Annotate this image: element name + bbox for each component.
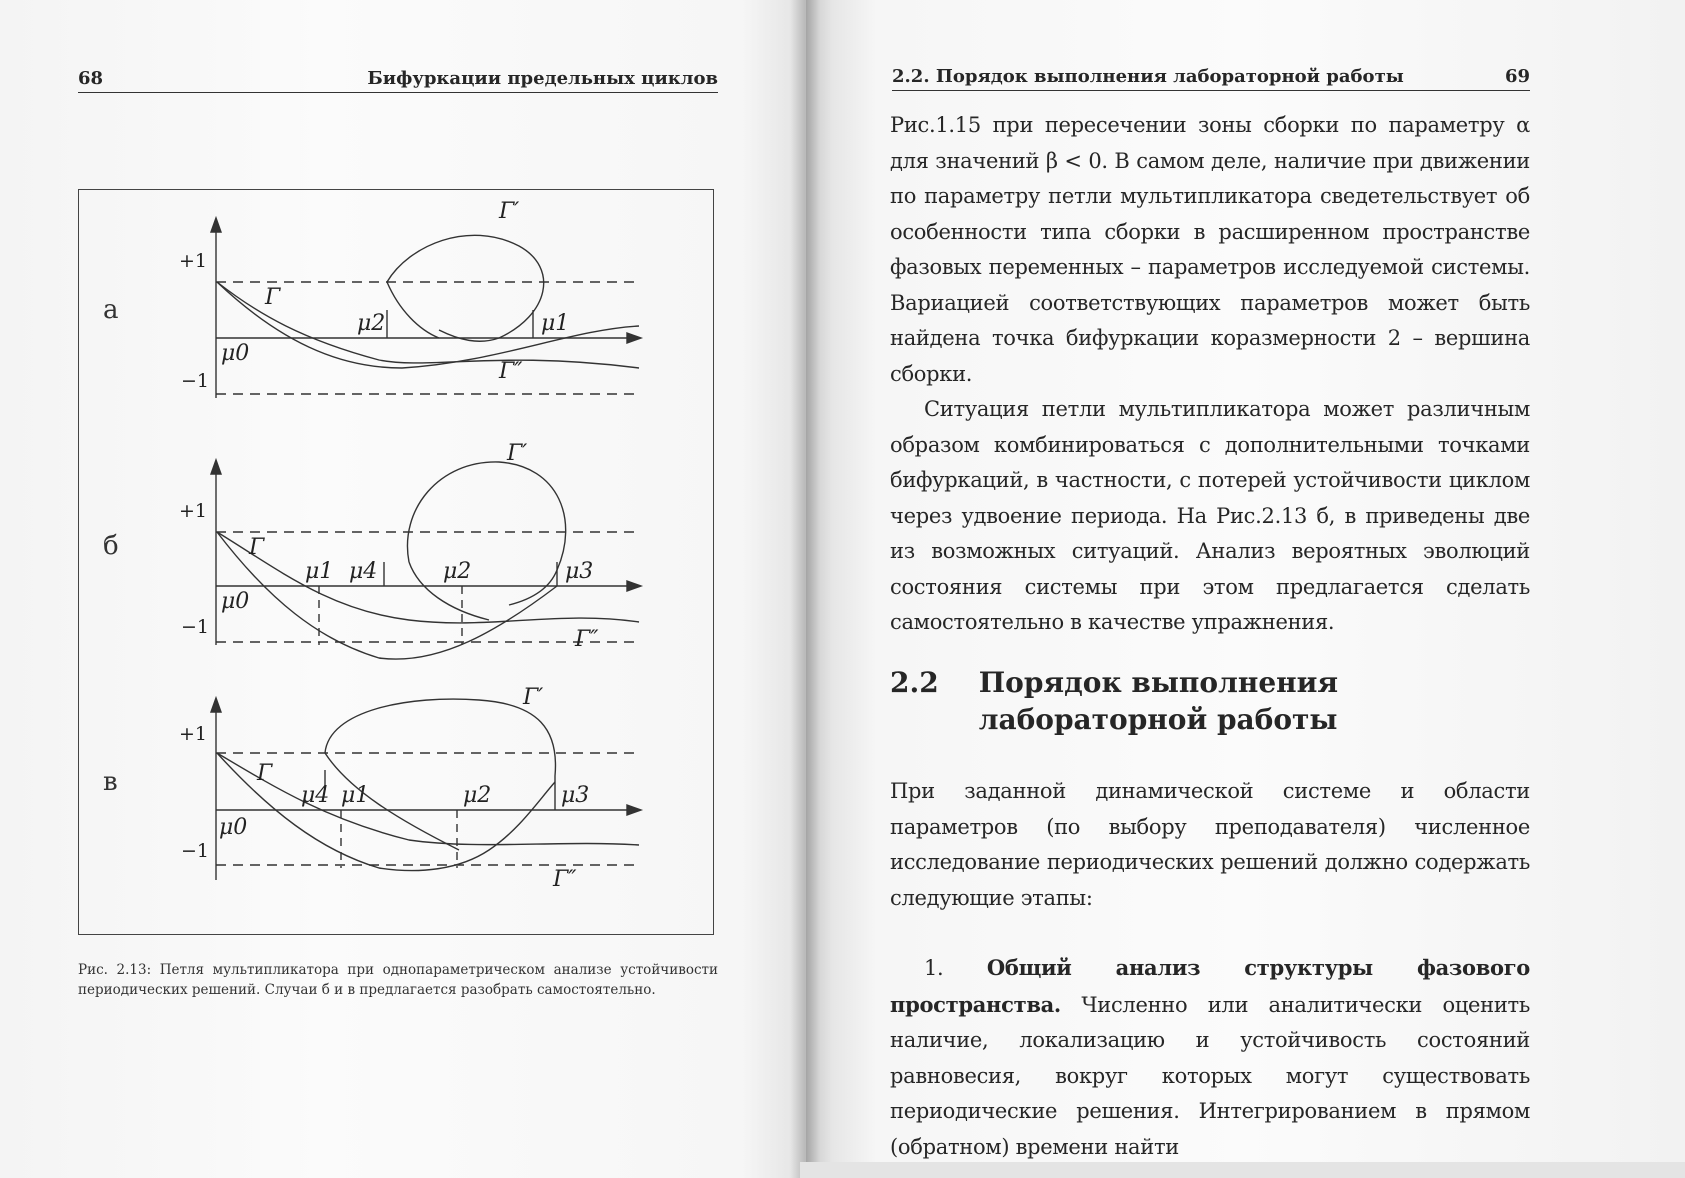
c-mu3: μ3 bbox=[561, 783, 590, 808]
b-mu3: μ3 bbox=[565, 559, 594, 584]
b-gamma-double-prime: Γ″ bbox=[575, 627, 599, 652]
panel-letter-a: а bbox=[103, 295, 119, 325]
left-page bbox=[0, 0, 806, 1178]
c-mu2: μ2 bbox=[463, 783, 492, 808]
left-running-head bbox=[78, 68, 718, 93]
c-gamma: Γ bbox=[257, 761, 273, 786]
panel-letter-c: в bbox=[103, 767, 118, 797]
a-plus-one: +1 bbox=[179, 250, 208, 272]
panel-b-axes bbox=[211, 460, 641, 645]
right-running-title: 2.2. Порядок выполнения лабораторной работы bbox=[892, 66, 1404, 87]
figure-caption: Рис. 2.13: Петля мультипликатора при однопараметрическом анализе устойчивости периодических решений. Случаи б и в предлагается разобрать самостоятельно. bbox=[78, 962, 718, 998]
step-1 bbox=[890, 950, 1530, 1165]
a-mu1: μ1 bbox=[541, 311, 570, 336]
b-mu2: μ2 bbox=[443, 559, 472, 584]
b-mu4: μ4 bbox=[349, 559, 378, 584]
b-gamma: Γ bbox=[249, 535, 265, 560]
a-gamma-prime: Γ′ bbox=[499, 199, 520, 224]
c-gamma-double-prime: Γ″ bbox=[553, 867, 577, 892]
step-number: 1. bbox=[924, 956, 944, 980]
c-minus-one: −1 bbox=[181, 840, 210, 862]
right-body-top bbox=[890, 108, 1530, 641]
paragraph-2: Ситуация петли мультипликатора может различным образом комбинироваться с дополнительными точками бифуркаций, в частности, с потерей устойчивости циклом через удвоение периода. На Рис.2.13 б, в приведены две из возможных ситуаций. Анализ вероятных эволюций состояния системы при этом предлагается сделать самостоятельно в качестве упражнения. bbox=[890, 397, 1530, 634]
c-plus-one: +1 bbox=[179, 723, 208, 745]
paragraph-3: При заданной динамической системе и области параметров (по выбору преподавателя) численное исследование периодических решений должно содержать следующие этапы: bbox=[890, 779, 1530, 910]
b-plus-one: +1 bbox=[179, 500, 208, 522]
a-mu0: μ0 bbox=[221, 341, 250, 366]
left-running-title: Бифуркации предельных циклов bbox=[367, 68, 718, 89]
figure-2-13 bbox=[78, 189, 714, 935]
section-number: 2.2 bbox=[890, 666, 939, 699]
left-page-number: 68 bbox=[78, 68, 104, 89]
panel-letter-b: б bbox=[103, 531, 119, 561]
a-gamma-double-prime: Γ″ bbox=[499, 359, 523, 384]
b-mu1: μ1 bbox=[305, 559, 334, 584]
step-title: Общий анализ структуры фазового пространства. bbox=[890, 955, 1530, 1017]
section-title: Порядок выполнения лабораторной работы bbox=[978, 666, 1339, 736]
a-gamma: Γ bbox=[265, 285, 281, 310]
book-gutter-shadow bbox=[790, 0, 820, 1178]
b-minus-one: −1 bbox=[181, 616, 210, 638]
c-mu0: μ0 bbox=[219, 815, 248, 840]
paragraph-1: Рис.1.15 при пересечении зоны сборки по параметру α для значений β < 0. В самом деле, наличие при движении по параметру петли мультипликатора сведетельствует об особенности типа сборки в расширенном пространстве фазовых переменных – параметров исследуемой системы. Вариацией соответствующих параметров может быть найдена точка бифуркации коразмерности 2 – вершина сборки. bbox=[890, 113, 1530, 386]
a-minus-one: −1 bbox=[181, 370, 210, 392]
c-mu1: μ1 bbox=[341, 783, 370, 808]
c-mu4: μ4 bbox=[301, 783, 330, 808]
step-text: Численно или аналитически оценить наличие, локализацию и устойчивость состояний равновесия, вокруг которых могут существовать периодические решения. Интегрированием в прямом (обратном) времени найти bbox=[890, 992, 1530, 1159]
panel-a-curves bbox=[217, 235, 639, 368]
right-running-head bbox=[892, 66, 1530, 91]
b-mu0: μ0 bbox=[221, 589, 250, 614]
b-gamma-prime: Γ′ bbox=[507, 441, 528, 466]
c-gamma-prime: Γ′ bbox=[523, 685, 544, 710]
a-mu2: μ2 bbox=[357, 311, 386, 336]
section-heading bbox=[890, 664, 1530, 738]
right-body-bottom bbox=[890, 774, 1530, 1165]
multiplier-loop-diagram bbox=[79, 190, 715, 936]
right-page-number: 69 bbox=[1504, 66, 1530, 87]
